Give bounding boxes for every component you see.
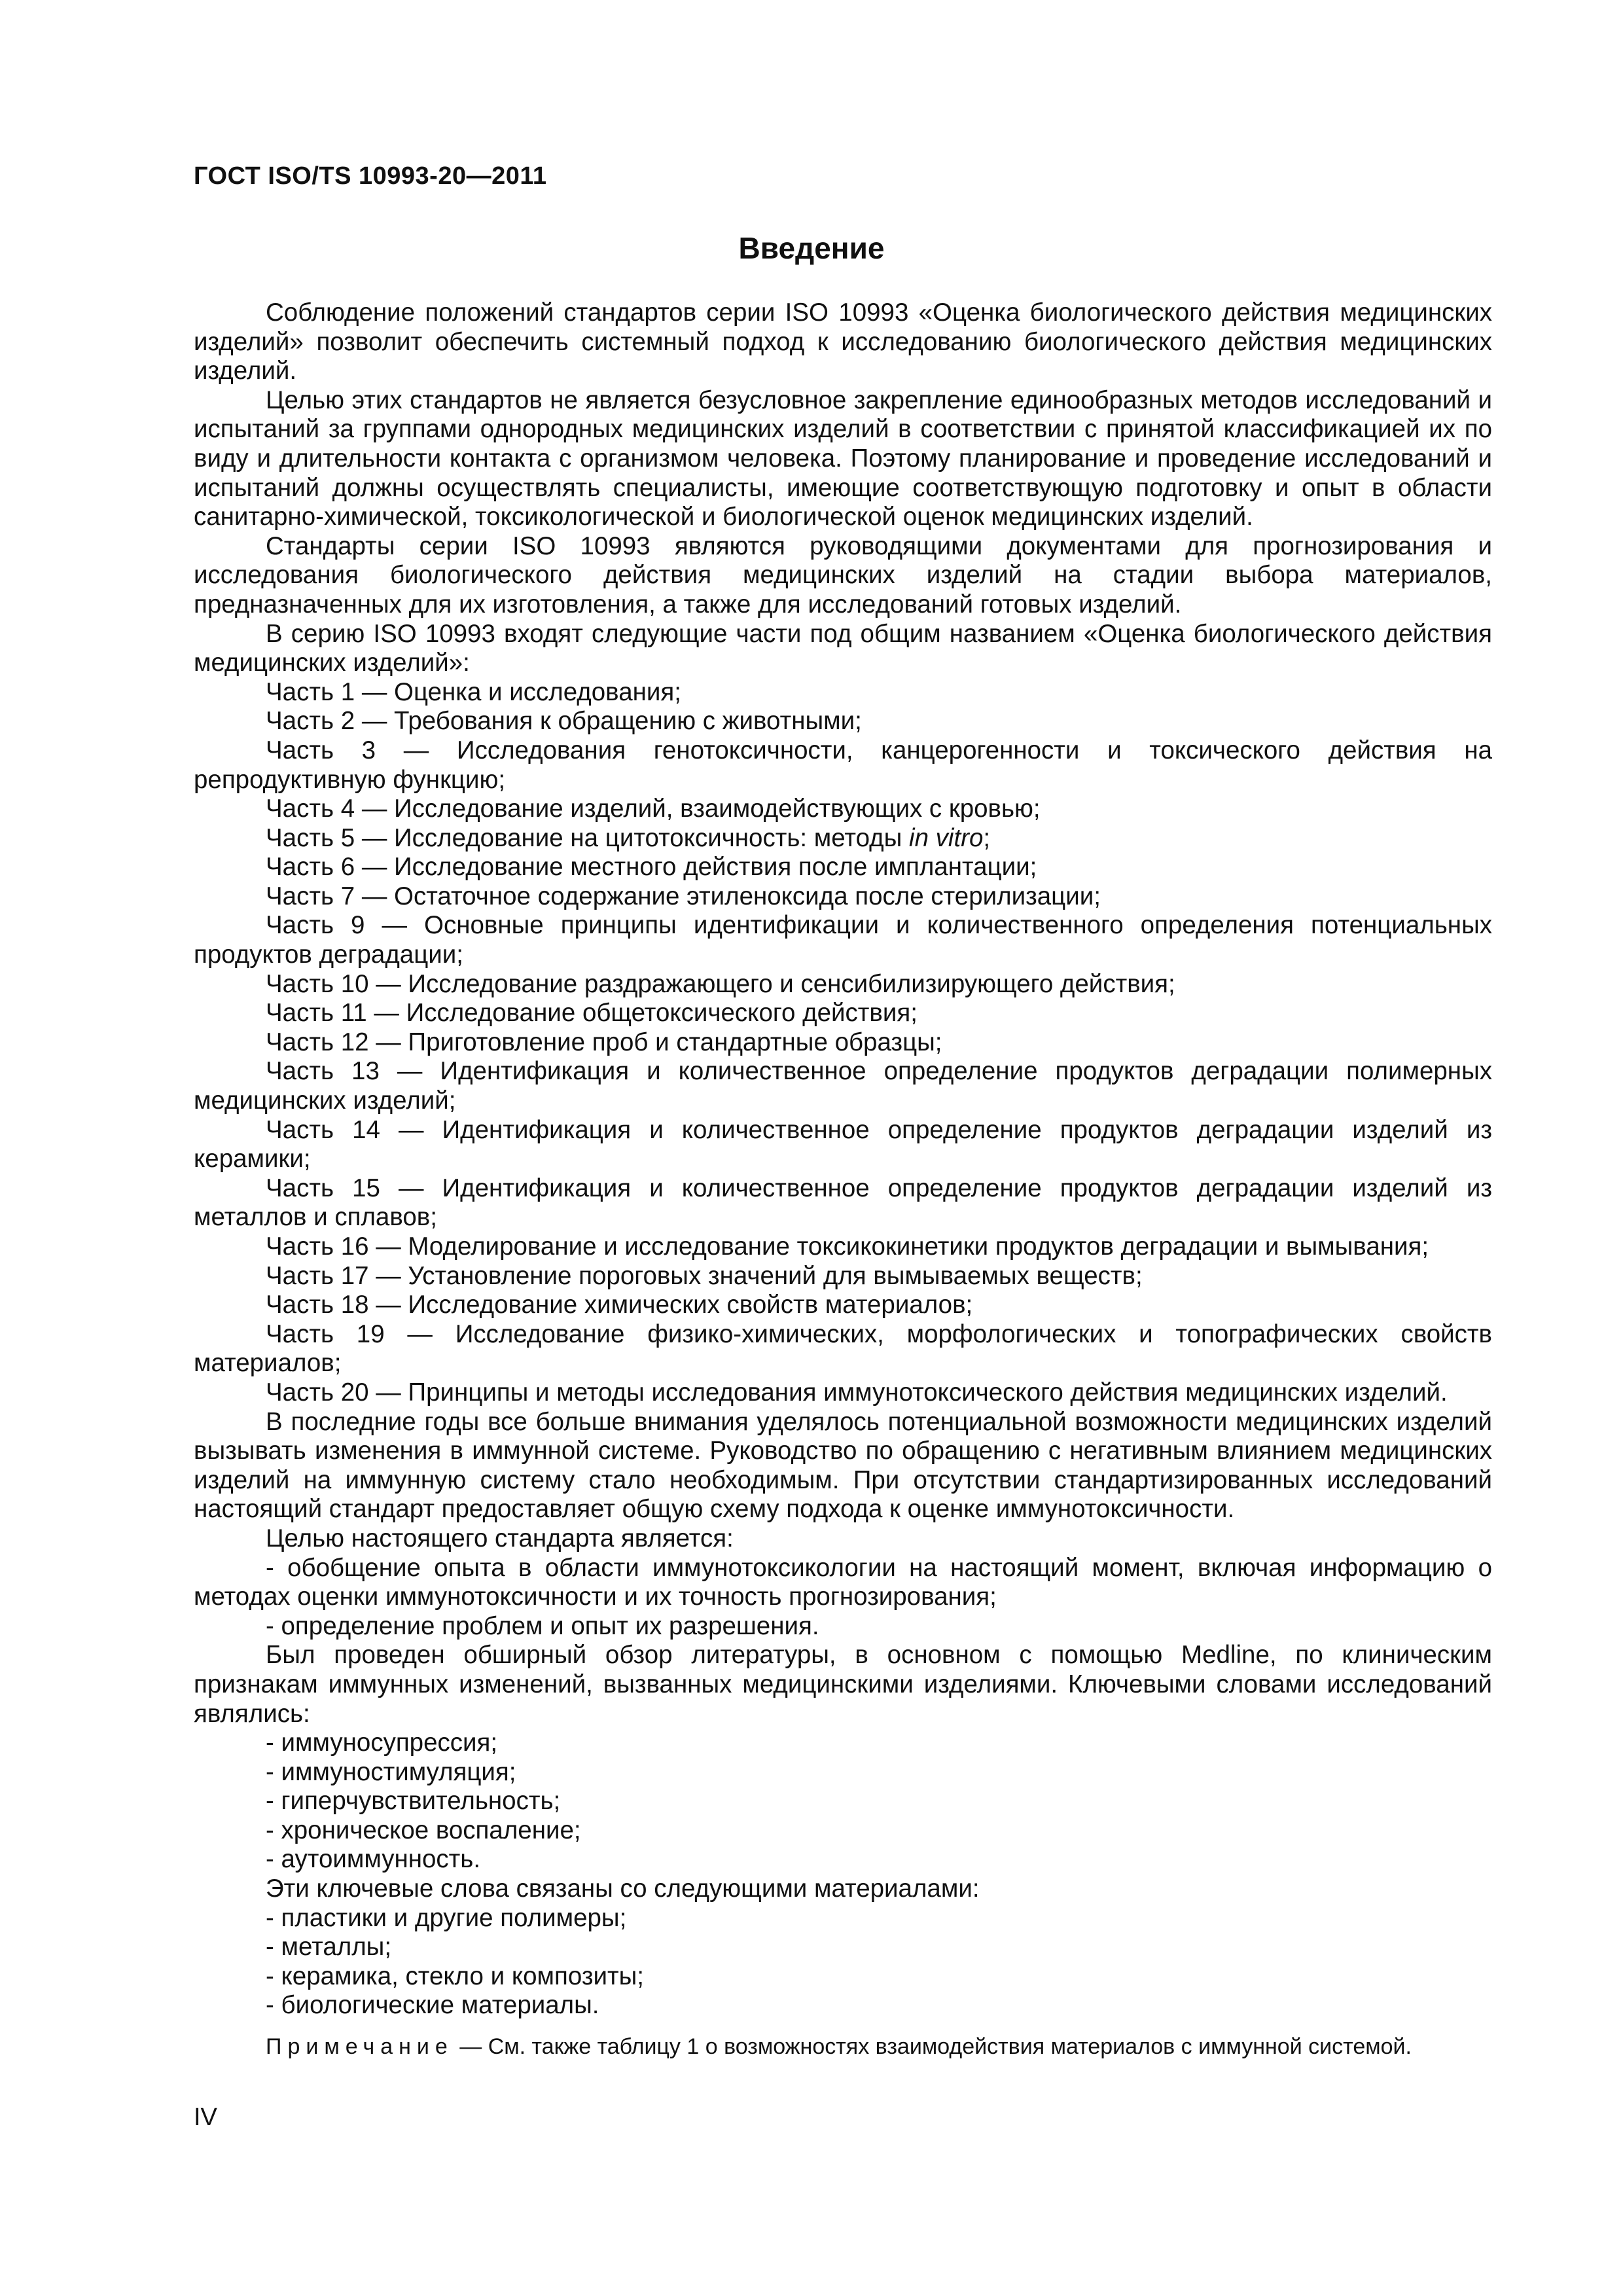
page-number: IV	[194, 2104, 217, 2131]
part-item-italic: in vitro	[909, 823, 984, 852]
keyword-item: - иммуностимуляция;	[266, 1757, 516, 1786]
part-item: Часть 13 — Идентификация и количественное определение продуктов деградации полимерных медицинских изделий;	[194, 1057, 1492, 1115]
keyword-item: - гиперчувствительность;	[266, 1787, 561, 1816]
material-item: - пластики и другие полимеры;	[266, 1903, 627, 1932]
intro-paragraph: Соблюдение положений стандартов серии ISO 10993 «Оценка биологического действия медицинских изделий» позволит обеспечить системный подход к исследованию биологического действия медицинских изделий.	[194, 298, 1492, 386]
material-item: - керамика, стекло и композиты;	[266, 1962, 644, 1990]
materials-intro: Эти ключевые слова связаны со следующими материалами:	[266, 1874, 980, 1903]
part-item: Часть 11 — Исследование общетоксического действия;	[266, 999, 918, 1028]
goal-item: - определение проблем и опыт их разрешения.	[266, 1611, 819, 1640]
part-item: Часть 19 — Исследование физико-химических, морфологических и топографических свойств материалов;	[194, 1319, 1492, 1378]
part-item-suffix: ;	[983, 823, 991, 852]
part-item: Часть 1 — Оценка и исследования;	[266, 677, 681, 706]
part-item: Часть 20 — Принципы и методы исследования иммунотоксического действия медицинских изделий.	[266, 1378, 1448, 1407]
keywords-list	[194, 1729, 1492, 1874]
part-item: Часть 3 — Исследования генотоксичности, канцерогенности и токсического действия на репродуктивную функцию;	[194, 736, 1492, 794]
intro-paragraph: Целью этих стандартов не является безусловное закрепление единообразных методов исследований и испытаний за группами однородных медицинских изделий в соответствии с принятой классификацией их по виду и длительности контакта с организмом человека. Поэтому планирование и проведение исследований и испытаний должны осуществлять специалисты, имеющие соответствующую подготовку и опыт в области санитарно-химической, токсикологической и биологической оценок медицинских изделий.	[194, 386, 1492, 531]
body-paragraph: Целью настоящего стандарта является:	[266, 1524, 734, 1552]
part-item: Часть 15 — Идентификация и количественное определение продуктов деградации изделий из металлов и сплавов;	[194, 1174, 1492, 1232]
part-item: Часть 10 — Исследование раздражающего и сенсибилизирующего действия;	[266, 969, 1175, 998]
part-item: Часть 14 — Идентификация и количественное определение продуктов деградации изделий из керамики;	[194, 1115, 1492, 1174]
document-body	[194, 298, 1492, 2060]
note-text: — См. также таблицу 1 о возможностях взаимодействия материалов с иммунной системой.	[453, 2034, 1412, 2060]
part-item: Часть 18 — Исследование химических свойств материалов;	[266, 1291, 973, 1319]
intro-paragraph: Стандарты серии ISO 10993 являются руководящими документами для прогнозирования и исследования биологического действия медицинских изделий на стадии выбора материалов, предназначенных для их изготовления, а также для исследований готовых изделий.	[194, 531, 1492, 619]
keyword-item: - иммуносупрессия;	[266, 1729, 498, 1757]
part-item: Часть 6 — Исследование местного действия после имплантации;	[266, 853, 1037, 882]
note	[194, 2034, 1492, 2060]
part-item: Часть 2 — Требования к обращению с животными;	[266, 707, 862, 736]
part-item: Часть 12 — Приготовление проб и стандартные образцы;	[266, 1028, 942, 1056]
part-item: Часть 16 — Моделирование и исследование токсикокинетики продуктов деградации и вымывания;	[266, 1232, 1429, 1261]
part-item: Часть 4 — Исследование изделий, взаимодействующих с кровью;	[266, 795, 1041, 823]
section-title: Введение	[738, 231, 885, 265]
part-item: Часть 7 — Остаточное содержание этиленоксида после стерилизации;	[266, 882, 1101, 910]
body-paragraph: В последние годы все больше внимания уделялось потенциальной возможности медицинских изделий вызывать изменения в иммунной системе. Руководство по обращению с негативным влиянием медицинских изделий на иммунную систему стало необходимым. При отсутствии стандартизированных исследований настоящий стандарт предоставляет общую схему подхода к оценке иммунотоксичности.	[194, 1407, 1492, 1524]
intro-paragraph: В серию ISO 10993 входят следующие части под общим названием «Оценка биологического действия медицинских изделий»:	[194, 619, 1492, 677]
keyword-item: - аутоиммунность.	[266, 1845, 481, 1874]
body-paragraph: Был проведен обширный обзор литературы, в основном с помощью Medline, по клиническим признакам иммунных изменений, вызванных медицинскими изделиями. Ключевыми словами исследований являлись:	[194, 1641, 1492, 1728]
materials-list	[194, 1904, 1492, 2020]
part-item: Часть 9 — Основные принципы идентификации и количественного определения потенциальных продуктов деградации;	[194, 911, 1492, 969]
note-label: Примечание	[266, 2034, 454, 2060]
parts-list	[194, 678, 1492, 1408]
goals-list	[194, 1554, 1492, 1641]
material-item: - биологические материалы.	[266, 1991, 599, 2020]
keyword-item: - хроническое воспаление;	[266, 1816, 581, 1844]
part-item	[194, 824, 1492, 853]
part-item-text: Часть 5 — Исследование на цитотоксичность: методы	[266, 823, 910, 852]
goal-item: - обобщение опыта в области иммунотоксикологии на настоящий момент, включая информацию о методах оценки иммунотоксичности и их точность прогнозирования;	[194, 1553, 1492, 1611]
part-item: Часть 17 — Установление пороговых значений для вымываемых веществ;	[266, 1261, 1143, 1290]
material-item: - металлы;	[266, 1933, 392, 1962]
page-header-standard-code: ГОСТ ISO/TS 10993-20—2011	[194, 162, 547, 190]
